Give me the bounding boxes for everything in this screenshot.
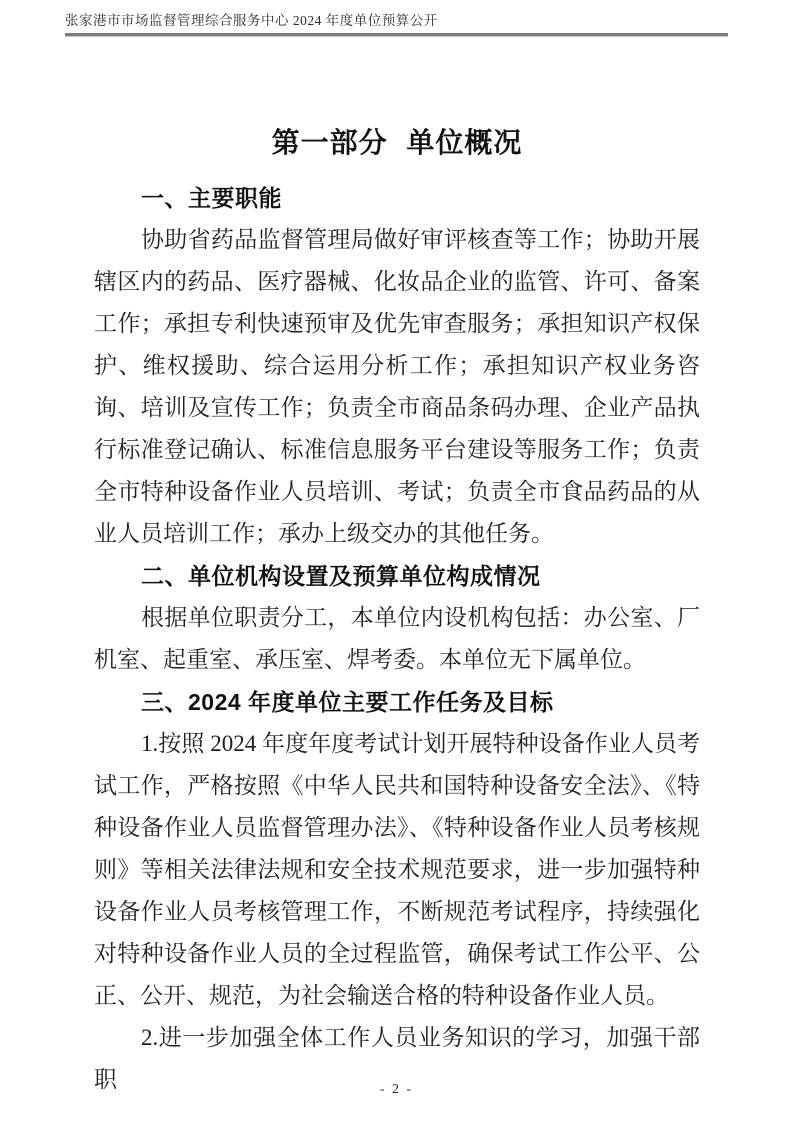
section-heading-2024-tasks: 三、2024 年度单位主要工作任务及目标 — [141, 689, 554, 715]
header-title: 张家港市市场监督管理综合服务中心 2024 年度单位预算公开 — [65, 13, 438, 28]
page-footer — [0, 1080, 793, 1098]
section-heading-main-functions: 一、主要职能 — [141, 185, 282, 211]
document-title: 第一部分 单位概况 — [271, 127, 523, 158]
paragraph-task-1: 1.按照 2024 年度年度考试计划开展特种设备作业人员考试工作，严格按照《中华人民共和国特种设备安全法》、《特种设备作业人员监督管理办法》、《特种设备作业人员考核规则》等相关法律法规和安全技术规范要求，进一步加强特种设备作业人员考核管理工作，不断规范考试程序，持续强化对特种设备作业人员的全过程监管，确保考试工作公平、公正、公开、规范，为社会输送合格的特种设备作业人员。 — [94, 731, 700, 1008]
paragraph-org-structure: 根据单位职责分工，本单位内设机构包括：办公室、厂机室、起重室、承压室、焊考委。本单位无下属单位。 — [94, 605, 700, 672]
paragraph-task-2: 2.进一步加强全体工作人员业务知识的学习，加强干部职 — [94, 1025, 700, 1092]
page-header — [65, 12, 728, 37]
paragraph-main-functions: 协助省药品监督管理局做好审评核查等工作；协助开展辖区内的药品、医疗器械、化妆品企业的监管、许可、备案工作；承担专利快速预审及优先审查服务；承担知识产权保护、维权援助、综合运用分析工作；承担知识产权业务咨询、培训及宣传工作；负责全市商品条码办理、企业产品执行标准登记确认、标准信息服务平台建设等服务工作；负责全市特种设备作业人员培训、考试；负责全市食品药品的从业人员培训工作；承办上级交办的其他任务。 — [94, 227, 700, 546]
header-divider — [65, 33, 728, 37]
page-number: - 2 - — [379, 1082, 414, 1097]
document-content — [94, 125, 700, 1101]
section-heading-org-structure: 二、单位机构设置及预算单位构成情况 — [141, 563, 541, 589]
